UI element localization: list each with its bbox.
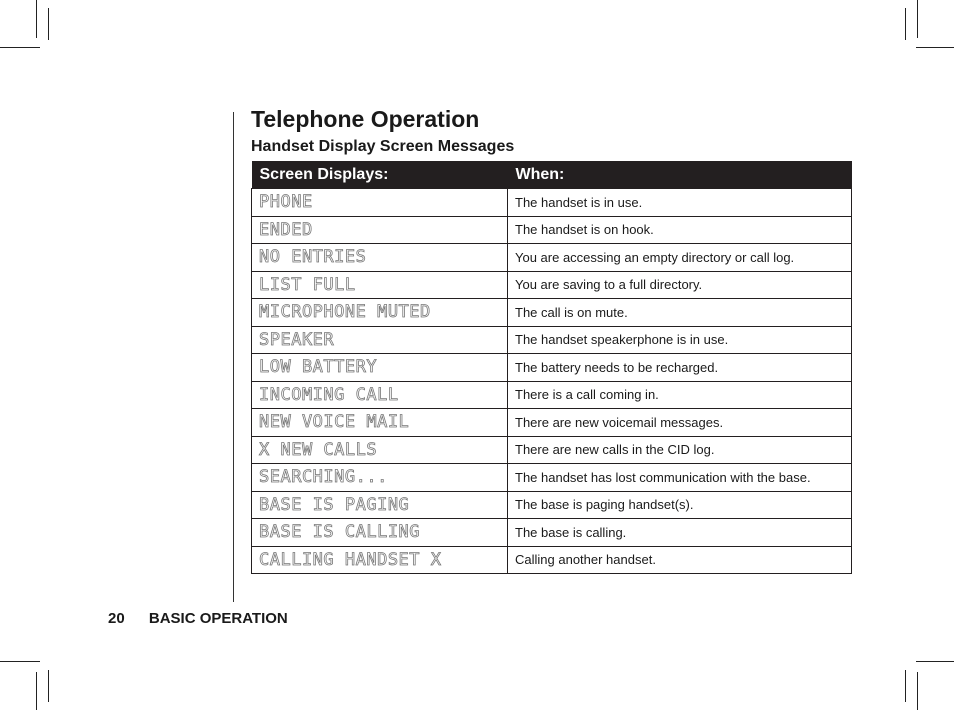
display-messages-table xyxy=(251,161,852,574)
when-description: There is a call coming in. xyxy=(508,381,852,409)
table-row xyxy=(252,271,852,299)
screen-display-text: BASE IS PAGING xyxy=(252,491,508,519)
when-description: The handset is on hook. xyxy=(508,216,852,244)
when-description: The call is on mute. xyxy=(508,299,852,327)
crop-mark xyxy=(48,8,49,40)
table-row xyxy=(252,189,852,217)
table-row xyxy=(252,381,852,409)
screen-display-text: ENDED xyxy=(252,216,508,244)
screen-display-text: MICROPHONE MUTED xyxy=(252,299,508,327)
screen-display-text: INCOMING CALL xyxy=(252,381,508,409)
crop-mark xyxy=(916,47,954,48)
crop-mark xyxy=(905,670,906,702)
when-description: You are accessing an empty directory or call log. xyxy=(508,244,852,272)
table-row xyxy=(252,326,852,354)
crop-mark xyxy=(905,8,906,40)
when-description: The handset is in use. xyxy=(508,189,852,217)
when-description: The handset has lost communication with the base. xyxy=(508,464,852,492)
table-row xyxy=(252,436,852,464)
when-description: The base is paging handset(s). xyxy=(508,491,852,519)
screen-display-text: PHONE xyxy=(252,189,508,217)
crop-mark xyxy=(0,661,40,662)
margin-rule xyxy=(233,112,234,602)
when-description: Calling another handset. xyxy=(508,546,852,574)
header-when: When: xyxy=(508,161,852,189)
screen-display-text: SEARCHING... xyxy=(252,464,508,492)
when-description: There are new voicemail messages. xyxy=(508,409,852,437)
screen-display-text: LOW BATTERY xyxy=(252,354,508,382)
table-row xyxy=(252,216,852,244)
table-header-row xyxy=(252,161,852,189)
table-row xyxy=(252,464,852,492)
screen-display-text: NEW VOICE MAIL xyxy=(252,409,508,437)
table-row xyxy=(252,299,852,327)
section-title: Handset Display Screen Messages xyxy=(251,138,515,155)
crop-mark xyxy=(36,0,37,38)
when-description: The battery needs to be recharged. xyxy=(508,354,852,382)
page-footer xyxy=(108,610,288,627)
table-row xyxy=(252,409,852,437)
screen-display-text: BASE IS CALLING xyxy=(252,519,508,547)
screen-display-text: X NEW CALLS xyxy=(252,436,508,464)
when-description: There are new calls in the CID log. xyxy=(508,436,852,464)
crop-mark xyxy=(916,661,954,662)
screen-display-text: CALLING HANDSET X xyxy=(252,546,508,574)
crop-mark xyxy=(0,47,40,48)
screen-display-text: SPEAKER xyxy=(252,326,508,354)
page-number: 20 xyxy=(108,610,125,627)
when-description: The base is calling. xyxy=(508,519,852,547)
table-row xyxy=(252,546,852,574)
when-description: The handset speakerphone is in use. xyxy=(508,326,852,354)
table-row xyxy=(252,244,852,272)
header-screen-displays: Screen Displays: xyxy=(252,161,508,189)
page-title: Telephone Operation xyxy=(251,106,480,132)
table-row xyxy=(252,354,852,382)
screen-display-text: LIST FULL xyxy=(252,271,508,299)
table-body xyxy=(252,189,852,574)
crop-mark xyxy=(48,670,49,702)
table-row xyxy=(252,491,852,519)
crop-mark xyxy=(917,0,918,38)
footer-section: BASIC OPERATION xyxy=(148,610,288,627)
table-row xyxy=(252,519,852,547)
crop-mark xyxy=(36,672,37,710)
when-description: You are saving to a full directory. xyxy=(508,271,852,299)
crop-mark xyxy=(917,672,918,710)
screen-display-text: NO ENTRIES xyxy=(252,244,508,272)
